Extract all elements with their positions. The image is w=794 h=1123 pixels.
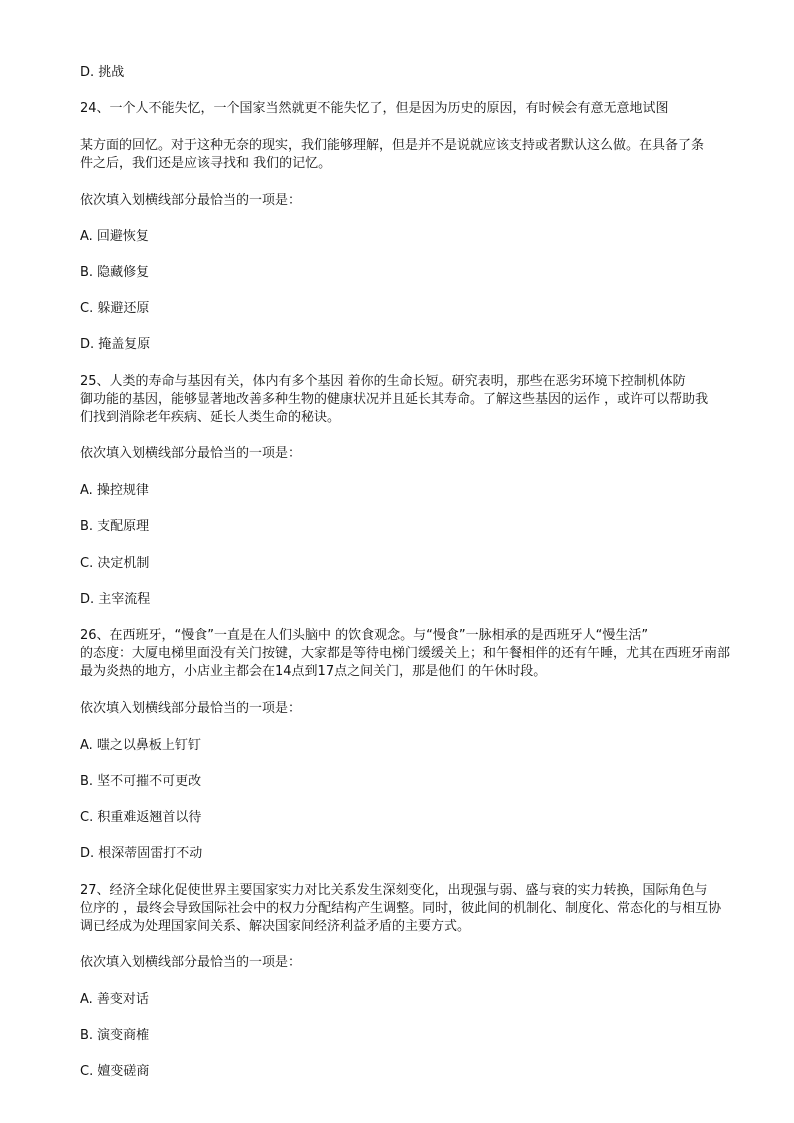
q24-prompt: 依次填入划横线部分最恰当的一项是： — [80, 193, 302, 208]
q25-stem-line-3: 们找到消除老年疾病、延长人类生命的秘诀。 — [80, 410, 341, 425]
q26-prompt: 依次填入划横线部分最恰当的一项是： — [80, 701, 302, 716]
q25-option-a: A. 操控规律 — [80, 483, 149, 498]
q26-option-d: D. 根深蒂固雷打不动 — [80, 846, 203, 861]
q25-prompt: 依次填入划横线部分最恰当的一项是： — [80, 446, 302, 461]
q26-stem-line-3: 最为炎热的地方，小店业主都会在14点到17点之间关门，那是他们 的午休时段。 — [80, 664, 547, 679]
q26-stem-line-2: 的态度：大厦电梯里面没有关门按键，大家都是等待电梯门缓缓关上；和午餐相伴的还有午睡，尤其在西班牙南部 — [80, 646, 731, 661]
q26-stem-line-1: 26、在西班牙，“慢食”一直是在人们头脑中 的饮食观念。与“慢食”一脉相承的是西班牙人“慢生活” — [80, 628, 649, 643]
q24-option-b: B. 隐藏修复 — [80, 265, 150, 280]
q27-option-a: A. 善变对话 — [80, 992, 149, 1007]
q27-stem-line-3: 调已经成为处理国家间关系、解决国家间经济利益矛盾的主要方式。 — [80, 919, 471, 934]
q26-option-a: A. 嗤之以鼻板上钉钉 — [80, 738, 201, 753]
q24-stem-line-3: 件之后，我们还是应该寻找和 我们的记忆。 — [80, 156, 332, 171]
q27-option-c: C. 嬗变磋商 — [80, 1064, 150, 1079]
q27-prompt: 依次填入划横线部分最恰当的一项是： — [80, 955, 302, 970]
q27-option-b: B. 演变商榷 — [80, 1028, 150, 1043]
q24-option-c: C. 躲避还原 — [80, 301, 150, 316]
q26-option-b: B. 坚不可摧不可更改 — [80, 774, 202, 789]
q25-option-c: C. 决定机制 — [80, 556, 150, 571]
q25-option-d: D. 主宰流程 — [80, 592, 151, 607]
q27-stem-line-1: 27、经济全球化促使世界主要国家实力对比关系发生深刻变化，出现强与弱、盛与衰的实力转换，国际角色与 — [80, 883, 708, 898]
q26-option-c: C. 积重难返翘首以待 — [80, 810, 202, 825]
q24-stem-line-2: 某方面的回忆。对于这种无奈的现实，我们能够理解，但是并不是说就应该支持或者默认这么做。在具备了条 — [80, 138, 705, 153]
q25-stem-line-1: 25、人类的寿命与基因有关，体内有多个基因 着你的生命长短。研究表明，那些在恶劣环境下控制机体防 — [80, 374, 686, 389]
q25-stem-line-2: 御功能的基因，能够显著地改善多种生物的健康状况并且延长其寿命。了解这些基因的运作 ，或许可以帮助我 — [80, 392, 709, 407]
q23-option-d: D. 挑战 — [80, 65, 125, 80]
q24-option-d: D. 掩盖复原 — [80, 337, 151, 352]
q24-option-a: A. 回避恢复 — [80, 229, 149, 244]
q25-option-b: B. 支配原理 — [80, 519, 150, 534]
q24-stem-line-1: 24、一个人不能失忆，一个国家当然就更不能失忆了，但是因为历史的原因，有时候会有意无意地试图 — [80, 101, 669, 116]
q27-stem-line-2: 位序的 ，最终会导致国际社会中的权力分配结构产生调整。同时，彼此间的机制化、制度化、常态化的与相互协 — [80, 901, 722, 916]
